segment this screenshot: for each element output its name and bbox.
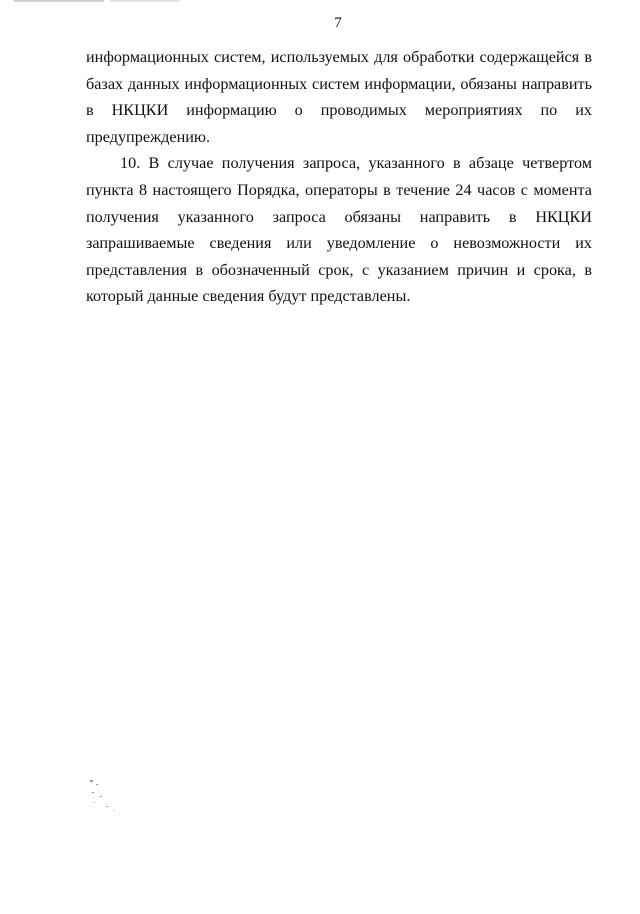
scan-artifact xyxy=(14,0,104,2)
scan-speck xyxy=(100,796,102,797)
paragraph-continuation: информационных систем, используемых для обработки содержащейся в базах данных информационных систем информации, обязаны направить в НКЦКИ информацию о проводимых мероприятиях по их предупреждению. xyxy=(86,48,592,146)
scan-speck xyxy=(114,810,115,811)
scan-speck xyxy=(106,806,108,807)
scan-edge xyxy=(0,0,640,3)
paragraph-item-10: 10. В случае получения запроса, указанного в абзаце четвертом пункта 8 настоящего Порядка, операторы в течение 24 часов с момента получения указанного запроса обязаны направить в НКЦКИ запрашиваемые сведения или уведомление о невозможности их представления в обозначенный срок, с указанием причин и срока, в который данные сведения будут представлены. xyxy=(86,154,592,306)
scan-specks xyxy=(88,778,128,818)
scan-speck xyxy=(90,780,93,782)
scan-artifact xyxy=(110,0,180,2)
scan-speck xyxy=(92,792,94,793)
scan-speck xyxy=(94,802,95,803)
scan-speck xyxy=(96,784,98,785)
page-number: 7 xyxy=(334,15,342,31)
document-body xyxy=(86,44,592,310)
